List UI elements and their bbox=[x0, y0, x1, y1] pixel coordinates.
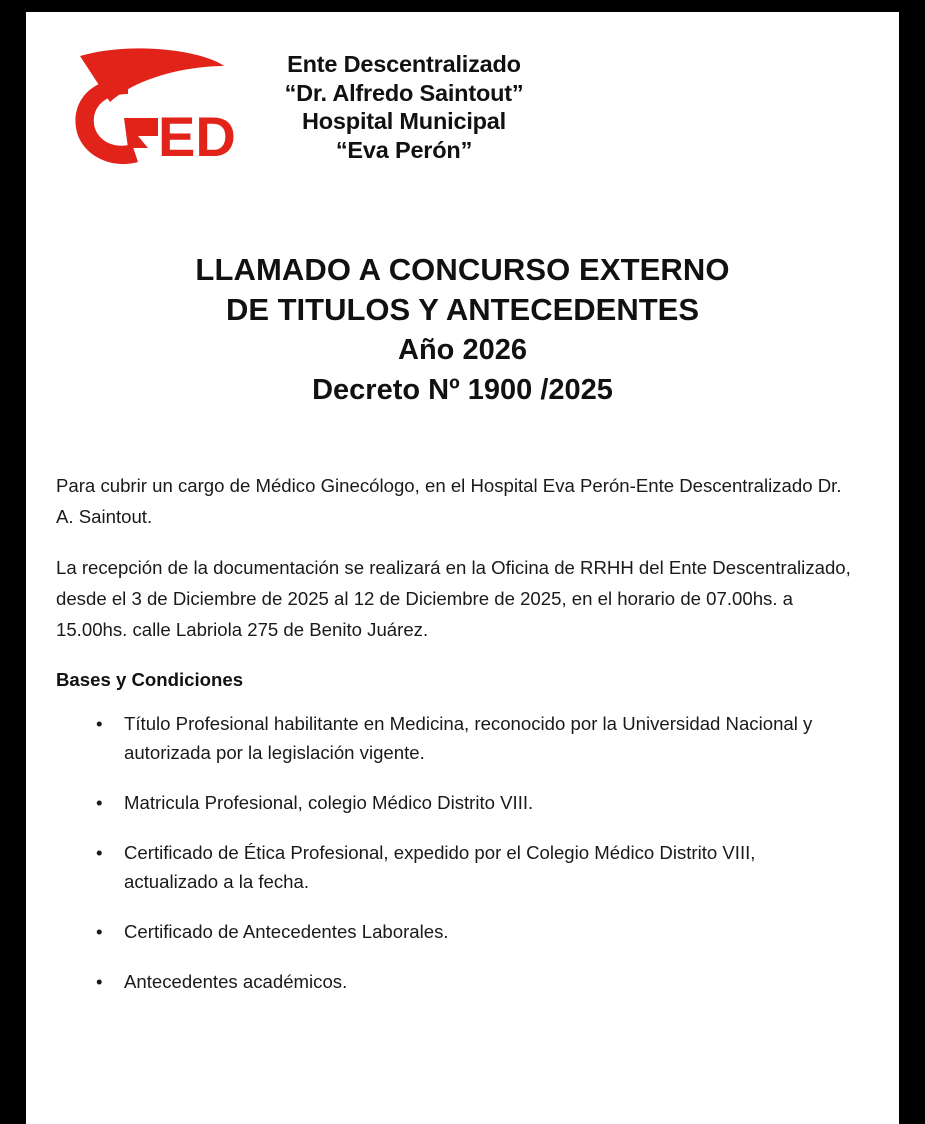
institution-logo bbox=[58, 30, 524, 190]
list-item bbox=[56, 788, 853, 817]
institution-name-line-1: Ente Descentralizado bbox=[287, 51, 521, 77]
institution-name-line-3: Hospital Municipal bbox=[302, 108, 506, 134]
paragraph-reception: La recepción de la documentación se realizará en la Oficina de RRHH del Ente Descentralizado, desde el 3 de Diciembre de 2025 al 12 de Diciembre de 2025, en el horario de 07.00hs. a 15.00hs. calle Labriola 275 de Benito Juárez. bbox=[56, 557, 851, 640]
bullet-icon: • bbox=[96, 842, 103, 863]
requirements-list bbox=[56, 709, 853, 996]
institution-name-line-2: “Dr. Alfredo Saintout” bbox=[284, 79, 524, 106]
bullet-icon: • bbox=[96, 713, 103, 734]
page-title-line-2: DE TITULOS Y ANTECEDENTES bbox=[225, 292, 700, 327]
bullet-icon: • bbox=[96, 921, 103, 942]
document-header bbox=[26, 12, 899, 192]
list-item-label: Certificado de Antecedentes Laborales. bbox=[124, 921, 449, 942]
document-sheet bbox=[26, 12, 899, 1124]
page-title-line-1: LLAMADO A CONCURSO EXTERNO bbox=[195, 252, 730, 287]
list-item-label: Matricula Profesional, colegio Médico Distrito VIII. bbox=[124, 792, 534, 813]
institution-name-line-4: “Eva Perón” bbox=[335, 136, 473, 163]
list-item bbox=[56, 917, 853, 946]
list-item bbox=[56, 967, 853, 996]
section-heading-bases: Bases y Condiciones bbox=[56, 669, 244, 690]
institution-name bbox=[254, 50, 554, 164]
page-title-line-4: Decreto Nº 1900 /2025 bbox=[312, 374, 613, 406]
document-body bbox=[26, 470, 899, 996]
list-item-label: Título Profesional habilitante en Medicina, reconocido por la Universidad Nacional y autorizada por la legislación vigente. bbox=[124, 713, 813, 763]
page-title bbox=[26, 250, 899, 410]
list-item-label: Antecedentes académicos. bbox=[124, 971, 348, 992]
bullet-icon: • bbox=[96, 971, 103, 992]
page-title-line-3: Año 2026 bbox=[398, 334, 527, 366]
bullet-icon: • bbox=[96, 792, 103, 813]
list-item bbox=[56, 709, 853, 767]
paragraph-position: Para cubrir un cargo de Médico Ginecólogo, en el Hospital Eva Perón-Ente Descentralizado Dr. A. Saintout. bbox=[56, 475, 842, 527]
svg-text:ED: ED bbox=[158, 105, 236, 168]
list-item bbox=[56, 838, 853, 896]
ged-logo-icon bbox=[66, 44, 236, 174]
list-item-label: Certificado de Ética Profesional, expedido por el Colegio Médico Distrito VIII, actualizado a la fecha. bbox=[124, 842, 756, 892]
